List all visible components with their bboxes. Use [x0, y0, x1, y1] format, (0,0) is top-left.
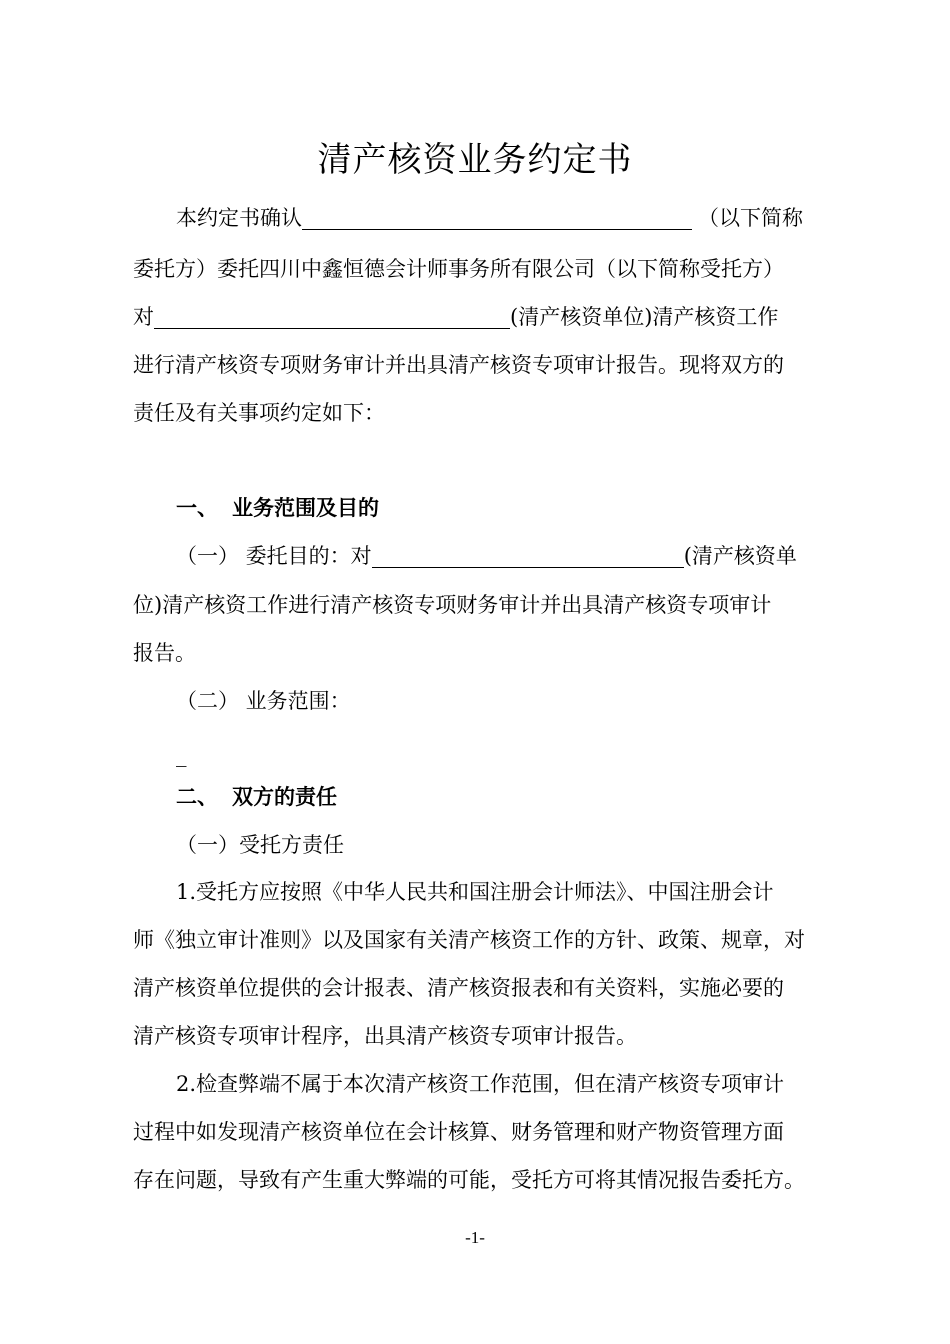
section-1-item-2: （二） 业务范围： — [176, 689, 351, 713]
paragraph-2-line-3: 存在问题，导致有产生重大弊端的可能，受托方可将其情况报告委托方。 — [133, 1168, 805, 1192]
section-1-item-1-line-3: 报告。 — [133, 641, 196, 665]
section-title: 双方的责任 — [232, 785, 337, 809]
intro-text: 对 — [133, 305, 154, 329]
section-2-heading — [176, 782, 823, 812]
intro-line-2: 委托方）委托四川中鑫恒德会计师事务所有限公司（以下简称受托方） — [133, 257, 784, 281]
paragraph-2-line-2: 过程中如发现清产核资单位在会计核算、财务管理和财产物资管理方面 — [133, 1120, 784, 1144]
paragraph-1-line-2: 师《独立审计准则》以及国家有关清产核资工作的方针、政策、规章，对 — [133, 928, 805, 952]
intro-text: （以下简称 — [698, 206, 803, 230]
document-title: 清产核资业务约定书 — [317, 140, 633, 180]
intro-line-4: 进行清产核资专项财务审计并出具清产核资专项审计报告。现将双方的 — [133, 353, 784, 377]
scope-value: _ — [176, 743, 187, 767]
item-text: (清产核资单 — [683, 544, 797, 568]
intro-line-3 — [133, 302, 823, 332]
section-1-item-1 — [176, 541, 823, 571]
paragraph-1-line-1: 1.受托方应按照《中华人民共和国注册会计师法》、中国注册会计 — [176, 880, 774, 904]
section-1-item-1-line-2: 位)清产核资工作进行清产核资专项财务审计并出具清产核资专项审计 — [133, 593, 772, 617]
section-2-sub-1: （一）受托方责任 — [176, 833, 344, 857]
unit-name-blank — [154, 302, 510, 329]
section-1-heading — [176, 493, 823, 523]
unit-name-blank — [372, 541, 684, 568]
paragraph-1-line-3: 清产核资单位提供的会计报表、清产核资报表和有关资料，实施必要的 — [133, 976, 784, 1000]
page-number: -1- — [465, 1228, 485, 1247]
section-number: 二、 — [176, 785, 218, 809]
section-number: 一、 — [176, 496, 218, 520]
item-text: （一） 委托目的：对 — [176, 544, 372, 568]
client-name-blank — [302, 203, 692, 230]
paragraph-2-line-1: 2.检查弊端不属于本次清产核资工作范围，但在清产核资专项审计 — [176, 1072, 785, 1096]
paragraph-1-line-4: 清产核资专项审计程序，出具清产核资专项审计报告。 — [133, 1024, 637, 1048]
intro-text: 本约定书确认 — [176, 206, 302, 230]
intro-line-1 — [176, 203, 823, 233]
section-title: 业务范围及目的 — [232, 496, 379, 520]
intro-text: (清产核资单位)清产核资工作 — [510, 305, 779, 329]
intro-line-5: 责任及有关事项约定如下： — [133, 401, 385, 425]
